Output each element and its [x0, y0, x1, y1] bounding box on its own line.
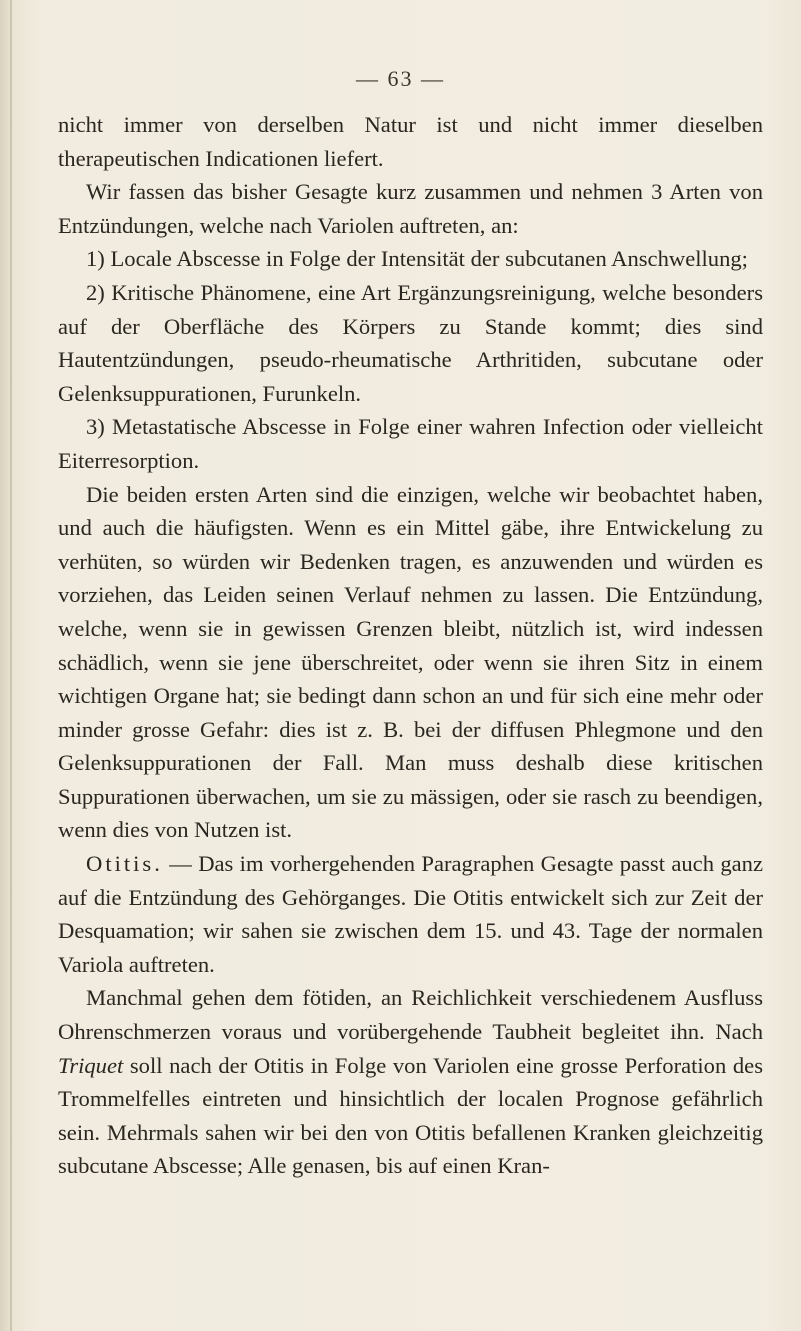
list-item-2: 2) Kritische Phänomene, eine Art Ergänzungsreinigung, welche besonders auf der Oberfläche des Körpers zu Stande kommt; dies sind Hautentzündungen, pseudo-rheumatische Arthritiden, subcutane oder Gelenksuppurationen, Furunkeln. — [58, 279, 763, 406]
paragraph-continuation: nicht immer von derselben Natur ist und nicht immer dieselben therapeutischen Indicationen liefert. — [58, 112, 763, 171]
otitis-heading: Otitis. — [86, 851, 163, 877]
paragraph-otitis — [58, 847, 763, 981]
paragraph-summary-intro: Wir fassen das bisher Gesagte kurz zusammen und nehmen 3 Arten von Entzündungen, welche nach Variolen auftreten, an: — [58, 179, 763, 238]
otitis-text: — Das im vorhergehenden Paragraphen Gesagte passt auch ganz auf die Entzündung des Gehörganges. Die Otitis entwickelt sich zur Zeit der Desquamation; wir sahen sie zwischen dem 15. und 43. Tage der normalen Variola auftreten. — [58, 851, 763, 977]
paragraph-discussion: Die beiden ersten Arten sind die einzigen, welche wir beobachtet haben, und auch die häufigsten. Wenn es ein Mittel gäbe, ihre Entwickelung zu verhüten, so würden wir Bedenken tragen, es anzuwenden und würden es vorziehen, das Leiden seinen Verlauf nehmen zu lassen. Die Entzündung, welche, wenn sie in gewissen Grenzen bleibt, nützlich ist, wird indessen schädlich, wenn sie jene überschreitet, oder wenn sie ihren Sitz in einem wichtigen Organe hat; sie bedingt dann schon an und für sich eine mehr oder minder grosse Gefahr: dies ist z. B. bei der diffusen Phlegmone und den Gelenksuppurationen der Fall. Man muss deshalb diese kritischen Suppurationen überwachen, um sie zu mässigen, oder sie rasch zu beendigen, wenn dies von Nutzen ist. — [58, 481, 763, 843]
body-text — [58, 108, 763, 1183]
page-number: — 63 — — [356, 66, 445, 91]
otitis-details-before: Manchmal gehen dem fötiden, an Reichlichkeit verschiedenem Ausfluss Ohrenschmerzen voraus und vorübergehende Taubheit begleitet ihn. Nach — [58, 985, 763, 1045]
list-item-1: 1) Locale Abscesse in Folge der Intensität der subcutanen Anschwellung; — [86, 246, 748, 272]
list-item-3: 3) Metastatische Abscesse in Folge einer wahren Infection oder vielleicht Eiterresorption. — [58, 414, 763, 473]
paragraph-otitis-details — [58, 981, 763, 1183]
page-gutter-shadow — [10, 0, 12, 1331]
author-name: Triquet — [58, 1052, 124, 1078]
otitis-details-after: soll nach der Otitis in Folge von Variolen eine grosse Perforation des Trommelfelles eintreten und hinsichtlich der localen Prognose gefährlich sein. Mehrmals sahen wir bei den von Otitis befallenen Kranken gleichzeitig subcutane Abscesse; Alle genasen, bis auf einen Kran- — [58, 1052, 763, 1179]
